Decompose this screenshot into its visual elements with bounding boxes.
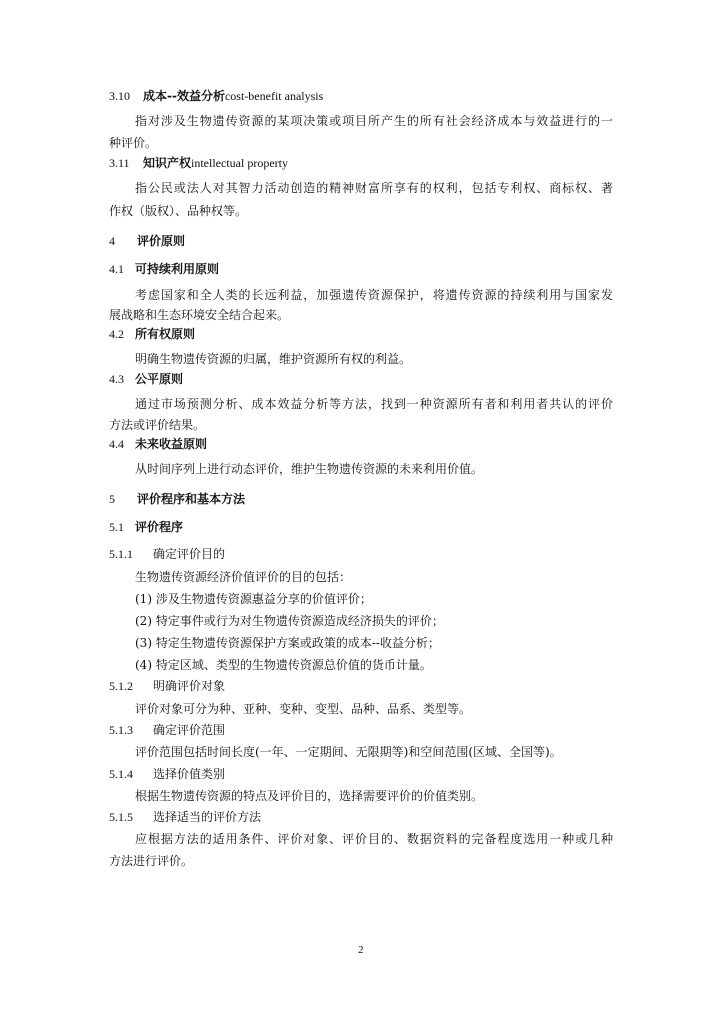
- step-number: 5.1.4: [109, 767, 133, 781]
- term-3-10-body-line2: 种评价。: [109, 136, 158, 150]
- section-title: 评价原则: [137, 234, 186, 248]
- section-4-2-heading: [109, 326, 195, 342]
- term-number: 3.11: [109, 156, 130, 170]
- step-5-1-4-heading: [109, 766, 225, 782]
- section-title: 可持续利用原则: [135, 262, 220, 276]
- term-title: 知识产权: [143, 156, 192, 170]
- section-4-3-line1: 通过市场预测分析、成本效益分析等方法，找到一种资源所有者和利用者共认的评价: [135, 397, 613, 411]
- section-5-1-heading: [109, 519, 183, 535]
- step-number: 5.1.2: [109, 679, 133, 693]
- section-number: 4.3: [109, 372, 124, 386]
- step-5-1-5-body-line1: 应根据方法的适用条件、评价对象、评价目的、数据资料的完备程度选用一种或几种: [135, 832, 613, 846]
- section-4-2-line1: 明确生物遗传资源的归属，维护资源所有权的利益。: [135, 352, 412, 366]
- list-item: (4) 特定区域、类型的生物遗传资源总价值的货币计量。: [135, 658, 432, 672]
- step-5-1-2-heading: [109, 678, 225, 694]
- section-number: 4: [109, 234, 115, 248]
- section-number: 5.1: [109, 520, 124, 534]
- section-title: 未来收益原则: [135, 437, 208, 451]
- section-number: 5: [109, 492, 115, 506]
- term-3-11-body-line1: 指公民或法人对其智力活动创造的精神财富所享有的权利，包括专利权、商标权、著: [135, 181, 613, 195]
- term-3-10-body-line1: 指对涉及生物遗传资源的某项决策或项目所产生的所有社会经济成本与效益进行的一: [135, 114, 613, 128]
- section-4-heading: [109, 233, 185, 249]
- page-number: 2: [358, 944, 364, 956]
- step-title: 确定评价目的: [153, 547, 226, 561]
- term-english: intellectual property: [191, 156, 288, 170]
- section-title: 评价程序: [135, 520, 184, 534]
- step-5-1-5-heading: [109, 809, 261, 825]
- section-4-4-line1: 从时间序列上进行动态评价，维护生物遗传资源的未来利用价值。: [135, 462, 484, 476]
- step-number: 5.1.3: [109, 723, 133, 737]
- step-5-1-3-body: 评价范围包括时间长度(一年、一定期间、无限期等)和空间范围(区域、全国等)。: [135, 745, 562, 759]
- section-4-1-line1: 考虑国家和全人类的长远利益，加强遗传资源保护，将遗传资源的持续利用与国家发: [135, 288, 613, 302]
- term-title: 成本--效益分析: [143, 89, 225, 103]
- section-title: 公平原则: [135, 372, 184, 386]
- step-5-1-3-heading: [109, 722, 225, 738]
- section-title: 所有权原则: [135, 327, 196, 341]
- term-3-11-heading: [109, 155, 288, 171]
- section-title: 评价程序和基本方法: [137, 492, 246, 506]
- section-number: 4.1: [109, 262, 124, 276]
- step-title: 确定评价范围: [153, 723, 226, 737]
- term-3-10-heading: [109, 88, 323, 104]
- term-3-11-body-line2: 作权（版权）、品种权等。: [109, 204, 248, 218]
- term-english: cost-benefit analysis: [224, 89, 324, 103]
- list-item: (2) 特定事件或行为对生物遗传资源造成经济损失的评价；: [135, 614, 444, 628]
- step-5-1-4-body: 根据生物遗传资源的特点及评价目的，选择需要评价的价值类别。: [135, 789, 484, 803]
- section-5-heading: [109, 491, 245, 507]
- list-item: (3) 特定生物遗传资源保护方案或政策的成本--收益分析；: [135, 636, 440, 650]
- step-title: 选择适当的评价方法: [153, 810, 262, 824]
- step-title: 明确评价对象: [153, 679, 226, 693]
- section-4-1-line2: 展战略和生态环境安全结合起来。: [109, 308, 290, 322]
- list-item: (1) 涉及生物遗传资源惠益分享的价值评价；: [135, 592, 372, 606]
- section-number: 4.4: [109, 437, 124, 451]
- step-5-1-1-intro: 生物遗传资源经济价值评价的目的包括：: [135, 570, 352, 584]
- section-4-1-heading: [109, 261, 219, 277]
- step-title: 选择价值类别: [153, 767, 226, 781]
- step-number: 5.1.1: [109, 547, 133, 561]
- term-number: 3.10: [109, 89, 130, 103]
- section-4-4-heading: [109, 436, 207, 452]
- section-4-3-heading: [109, 371, 183, 387]
- step-5-1-5-body-line2: 方法进行评价。: [109, 854, 194, 868]
- section-4-3-line2: 方法或评价结果。: [109, 418, 206, 432]
- section-number: 4.2: [109, 327, 124, 341]
- step-number: 5.1.5: [109, 810, 133, 824]
- step-5-1-2-body: 评价对象可分为种、亚种、变种、变型、品种、品系、类型等。: [135, 702, 472, 716]
- step-5-1-1-heading: [109, 546, 225, 562]
